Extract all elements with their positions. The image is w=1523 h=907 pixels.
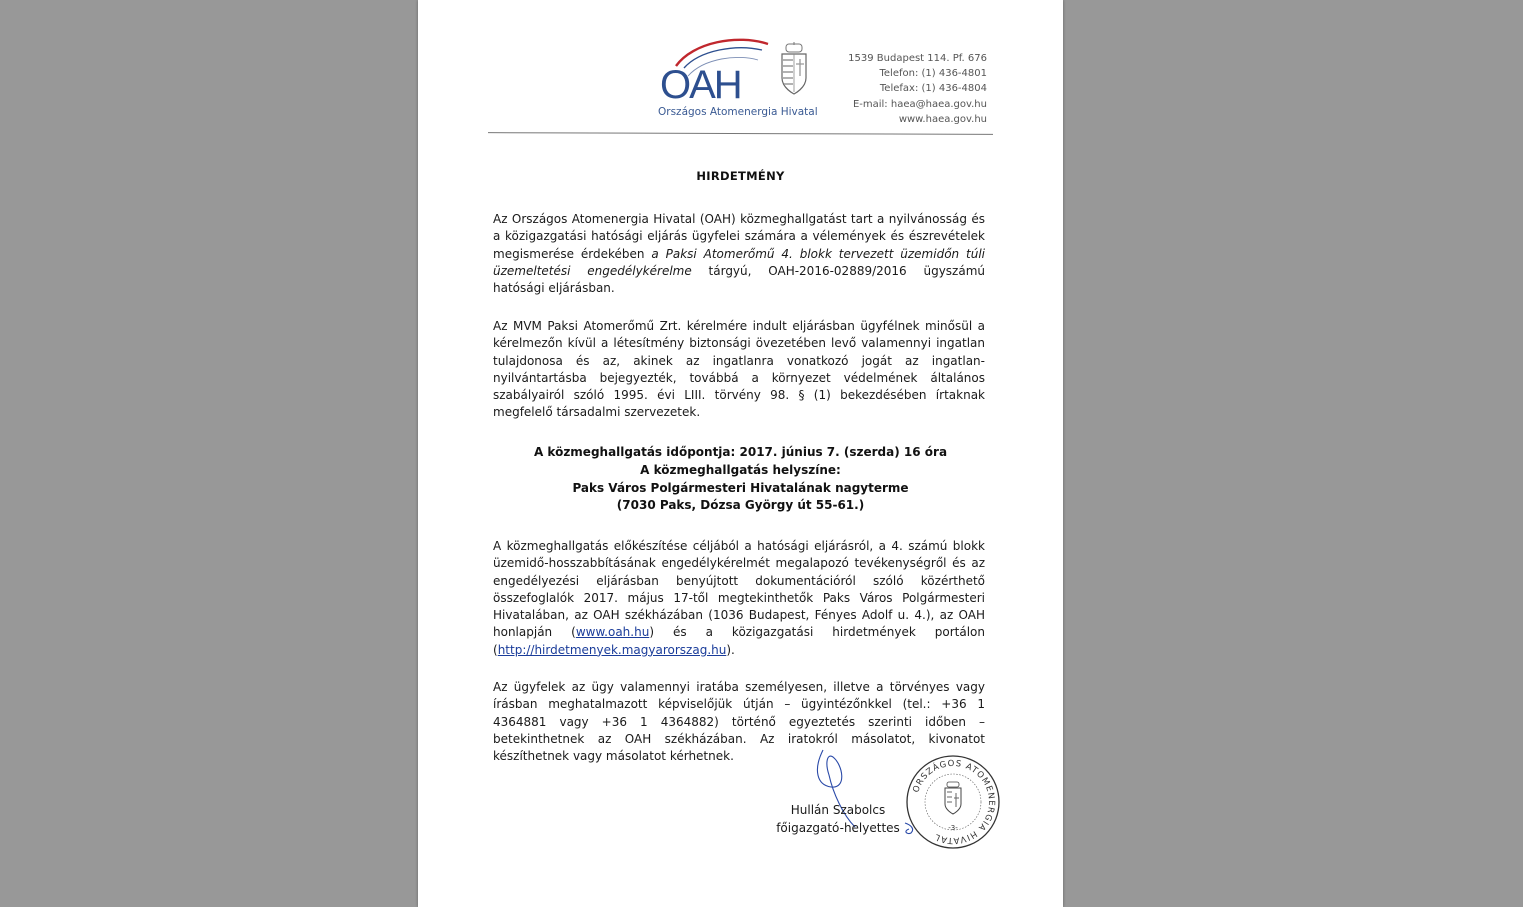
document-page	[418, 0, 1063, 907]
stamp-number: -3-	[948, 824, 958, 832]
paragraph-documents	[493, 538, 985, 659]
event-address: (7030 Paks, Dózsa György út 55-61.)	[616, 498, 865, 513]
hirdetmenyek-portal-link[interactable]: http://hirdetmenyek.magyarorszag.hu	[497, 642, 727, 657]
event-details	[418, 444, 1063, 515]
document-title: HIRDETMÉNY	[696, 169, 785, 183]
official-stamp	[903, 752, 1003, 852]
intro-text-b: tárgyú, OAH-2016-02889/2016 ügyszámú hatósági eljárásban.	[493, 263, 985, 296]
oah-website-link[interactable]: www.oah.hu	[575, 625, 650, 640]
signature-block	[768, 802, 908, 837]
documents-text-c: ).	[726, 642, 735, 657]
stamp-ring-text: ORSZÁGOS ATOMENERGIA HIVATAL	[911, 758, 997, 846]
contact-email: E-mail: haea@haea.gov.hu	[852, 98, 987, 110]
contact-address: 1539 Budapest 114. Pf. 676	[848, 53, 987, 64]
paragraph-parties: Az MVM Paksi Atomerőmű Zrt. kérelmére indult eljárásban ügyfélnek minősül a kérelmezőn kívül a létesítmény biztonsági övezetében levő valamennyi ingatlan tulajdonosa és az, akinek az ingatlanra vonatkozó jogát az ingatlan-nyilvántartásba bejegyezték, továbbá a környezet védelmének általános szabályairól szóló 1995. évi LIII. törvény 98. § (1) bekezdésében írtaknak megfelelő társadalmi szervezetek.	[493, 319, 985, 420]
contact-website: www.haea.gov.hu	[898, 113, 987, 125]
contact-fax: Telefax: (1) 436-4804	[879, 83, 987, 95]
event-place: Paks Város Polgármesteri Hivatalának nagyterme	[572, 480, 909, 495]
event-place-label: A közmeghallgatás helyszíne:	[640, 462, 841, 477]
paragraph-intro	[493, 211, 985, 297]
logo-letters: OAH	[660, 63, 741, 104]
signatory-name: Hullán Szabolcs	[790, 803, 886, 817]
intro-text-a: Az Országos Atomenergia Hivatal (OAH) közmeghallgatást tart a nyilvánosság és a közigazgatási hatósági eljárás ügyfelei számára a vélemények és észrevételek megismerése érdekében	[493, 212, 985, 261]
intro-subject: a Paksi Atomerőmű 4. blokk tervezett üzemidőn túli üzemeltetési engedélykérelme	[493, 246, 986, 278]
paragraph-inspection: Az ügyfelek az ügy valamennyi iratába személyesen, illetve a törvényes vagy írásban meghatalmazott képviselőjük útján – ügyintézőnkkel (tel.: +36 1 4364881 vagy +36 1 4364882) történő egyeztetés szerinti időben – betekinthetnek az OAH székházában. Az iratokról másolatot, kivonatot készíthetnek vagy másolatot kérhetnek.	[493, 680, 985, 764]
documents-text-a: A közmeghallgatás előkészítése céljából a hatósági eljárásról, a 4. számú blokk üzemidő-hosszabbításának engedélykérelmét megalapozó tevékenységről és az engedélyezési eljárásban benyújtott dokumentációról szóló közérthető összefoglalók 2017. május 17-től megtekinthetők Paks Város Polgármesteri Hivatalában, az OAH székházában (1036 Budapest, Fényes Adolf u. 4.), az OAH honlapján (	[493, 539, 985, 640]
event-time: A közmeghallgatás időpontja: 2017. június 7. (szerda) 16 óra	[533, 445, 948, 459]
signatory-title: főigazgató-helyettes	[776, 820, 900, 835]
oah-logo	[658, 36, 773, 104]
org-name: Országos Atomenergia Hivatal	[658, 106, 818, 118]
contact-info	[787, 51, 987, 127]
documents-text-b: ) és a közigazgatási hirdetmények portálon (	[493, 625, 985, 657]
contact-phone: Telefon: (1) 436-4801	[879, 68, 987, 80]
header-divider	[488, 132, 993, 135]
